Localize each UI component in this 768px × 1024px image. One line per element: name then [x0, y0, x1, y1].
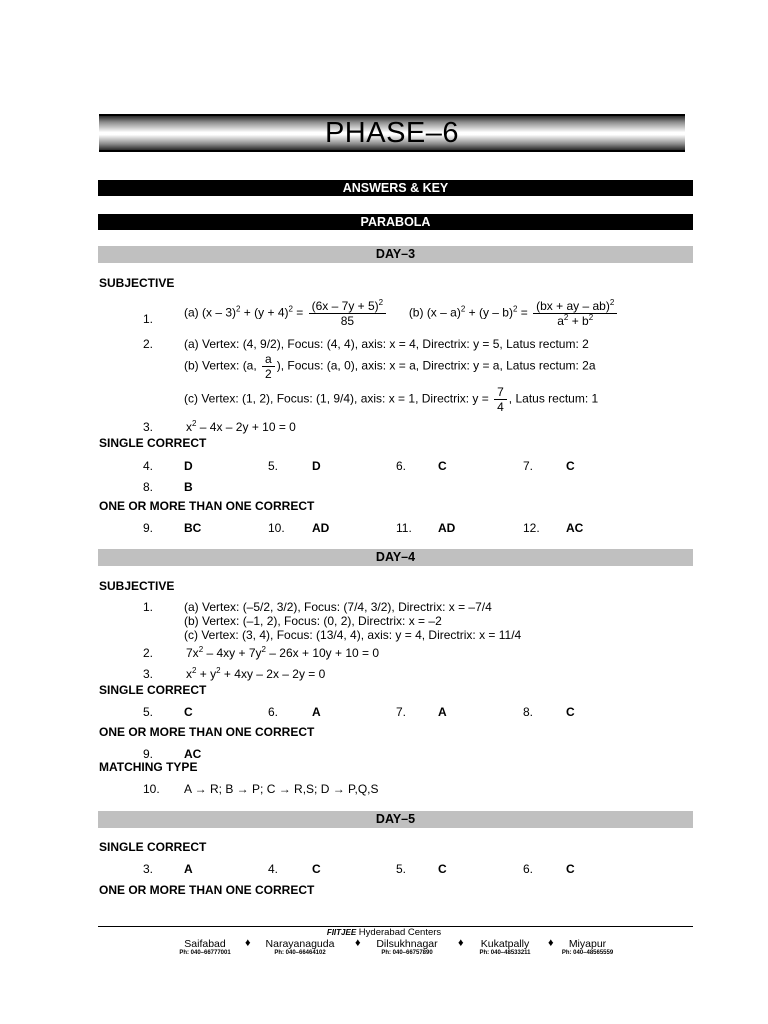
day4-multi-label: ONE OR MORE THAN ONE CORRECT	[99, 725, 315, 739]
day4-bar: DAY–4	[98, 549, 693, 566]
answer-value: AD	[438, 521, 456, 535]
answer-number: 9.	[143, 747, 154, 761]
answer-value: C	[566, 705, 575, 719]
answer-value: A	[312, 705, 321, 719]
day3-q1-answer: (a) $(x - 3)^2 + (y + 4)^2$ = $\frac{(6x - 7y + 5)^2}{85}$ (b) (x – a)$^2$ + (y – b)$^2$ = $\frac{(bx + ay - ab)^2}{a^2 + b^2}$	[184, 299, 619, 328]
answer-number: 10.	[268, 521, 285, 535]
footer-center: Dilsukhnagar Ph: 040–66757890	[376, 938, 438, 956]
day3-q1-a-fraction: $\frac{(6x - 7y + 5)^2}{85}$	[309, 299, 386, 328]
day4-q2-equation: $7x^2 - 4xy + 7y^2 - 26x + 10y + 10 = 0$	[186, 645, 380, 660]
diamond-separator-icon: ♦	[355, 937, 361, 949]
day3-q2-a: (a) Vertex: (4, 9/2), Focus: (4, 4), axis: x = 4, Directrix: y = 5, Latus rectum: 2	[184, 337, 589, 351]
day3-q2-c: (c) Vertex: (1, 2), Focus: (1, 9/4), axis: x = 1, Directrix: y = $\frac{7}{4}$ , Latus rectum: 1	[184, 385, 599, 414]
answer-value: A	[438, 705, 447, 719]
topic-bar: PARABOLA	[98, 214, 693, 230]
answer-number: 6.	[268, 705, 279, 719]
day4-q3-equation: $x^2 + y^2 + 4xy - 2x - 2y = 0$	[186, 666, 326, 681]
answer-number: 5.	[396, 862, 407, 876]
day3-q3-equation: $x^2 - 4x - 2y + 10 = 0$	[186, 419, 296, 434]
day3-q1-number: 1.	[143, 312, 154, 326]
day5-bar: DAY–5	[98, 811, 693, 828]
day3-bar: DAY–3	[98, 246, 693, 263]
answer-value: C	[438, 459, 447, 473]
answer-number: 4.	[143, 459, 154, 473]
answer-value: C	[184, 705, 193, 719]
answer-value: C	[438, 862, 447, 876]
answer-number: 5.	[143, 705, 154, 719]
answer-number: 6.	[523, 862, 534, 876]
day5-single-label: SINGLE CORRECT	[99, 840, 207, 854]
footer-center: Saifabad Ph: 040–66777001	[179, 938, 231, 956]
day3-q1-b-fraction: $\frac{(bx + ay - ab)^2}{a^2 + b^2}$	[533, 299, 617, 328]
day3-q3-number: 3.	[143, 420, 154, 434]
day4-q1-c: (c) Vertex: (3, 4), Focus: (13/4, 4), axis: y = 4, Directrix: x = 11/4	[184, 628, 522, 642]
matching-answer: A → R; B → P; C → R,S; D → P,Q,S	[184, 782, 379, 796]
answer-number: 7.	[523, 459, 534, 473]
day4-q1-b: (b) Vertex: (–1, 2), Focus: (0, 2), Directrix: x = –2	[184, 614, 442, 628]
answer-number: 6.	[396, 459, 407, 473]
answer-value: B	[184, 480, 193, 494]
day5-multi-label: ONE OR MORE THAN ONE CORRECT	[99, 883, 315, 897]
answer-value: D	[184, 459, 193, 473]
day4-q1-number: 1.	[143, 600, 154, 614]
phase-banner	[99, 114, 685, 152]
diamond-separator-icon: ♦	[245, 937, 251, 949]
answer-value: A	[184, 862, 193, 876]
answer-value: AD	[312, 521, 330, 535]
day3-multi-label: ONE OR MORE THAN ONE CORRECT	[99, 499, 315, 513]
answer-value: C	[566, 459, 575, 473]
day4-q3-number: 3.	[143, 667, 154, 681]
answer-number: 9.	[143, 521, 154, 535]
footer-center: Miyapur Ph: 040–48565559	[561, 938, 614, 956]
diamond-separator-icon: ♦	[458, 937, 464, 949]
day4-single-label: SINGLE CORRECT	[99, 683, 207, 697]
diamond-separator-icon: ♦	[548, 937, 554, 949]
day4-q2-number: 2.	[143, 646, 154, 660]
day3-q2-b: (b) Vertex: (a, $\frac{a}{2}$ ), Focus: (a, 0), axis: x = a, Directrix: y = a, Latus rectum: 2a	[184, 352, 596, 381]
answer-value: C	[312, 862, 321, 876]
answer-number: 12.	[523, 521, 540, 535]
answers-key-bar: ANSWERS & KEY	[98, 180, 693, 196]
answer-number: 7.	[396, 705, 407, 719]
answer-number: 8.	[523, 705, 534, 719]
day3-q2-number: 2.	[143, 337, 154, 351]
answer-number: 8.	[143, 480, 154, 494]
day4-matching-label: MATCHING TYPE	[99, 760, 198, 774]
answer-number: 5.	[268, 459, 279, 473]
day4-subjective-label: SUBJECTIVE	[99, 579, 175, 593]
footer-title: FIITJEE Hyderabad Centers	[326, 927, 442, 938]
answer-number: 10.	[143, 782, 160, 796]
answer-value: C	[566, 862, 575, 876]
answer-value: AC	[566, 521, 584, 535]
answer-value: AC	[184, 747, 202, 761]
answer-number: 3.	[143, 862, 154, 876]
footer-center: Narayanaguda Ph: 040–66464102	[265, 938, 335, 956]
fiitjee-logo: FIITJEE	[326, 928, 357, 937]
answer-value: D	[312, 459, 321, 473]
day4-q1-a: (a) Vertex: (–5/2, 3/2), Focus: (7/4, 3/2), Directrix: x = –7/4	[184, 600, 492, 614]
answer-value: BC	[184, 521, 202, 535]
day3-subjective-label: SUBJECTIVE	[99, 276, 175, 290]
answer-number: 4.	[268, 862, 279, 876]
phase-title: PHASE–6	[324, 117, 460, 149]
answer-number: 11.	[396, 521, 412, 535]
footer-center: Kukatpally Ph: 040–48533211	[479, 938, 531, 956]
day3-single-label: SINGLE CORRECT	[99, 436, 207, 450]
